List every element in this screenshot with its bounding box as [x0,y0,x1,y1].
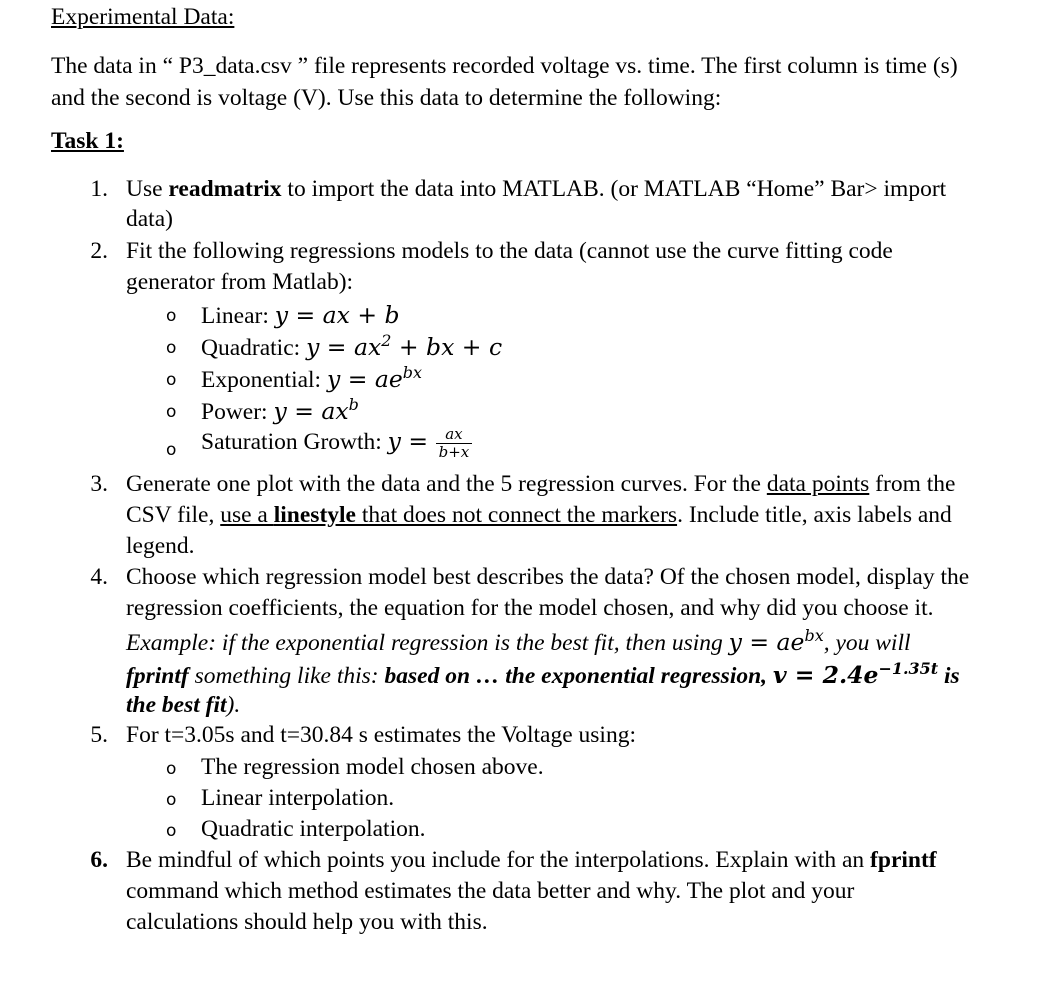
item-3-line-2: CSV file, use a linestyle that does not connect the markers. Include title, axis labels and [126,502,952,528]
bullet-icon: o [166,440,177,460]
bullet-icon: o [166,306,177,326]
item-4-line-1: Choose which regression model best describes the data? Of the chosen model, display the [126,564,970,590]
item-1-line-1: Use readmatrix to import the data into MATLAB. (or MATLAB “Home” Bar> import [126,176,947,202]
bullet-icon: o [166,759,177,779]
fraction: $\frac{ax}{b+x}$ [436,426,473,461]
item-5-line-1: For t=3.05s and t=30.84 s estimates the Voltage using: [126,722,636,748]
bullet-icon: o [166,402,177,422]
task-title: Task 1: [51,128,124,154]
item-6-line-3: calculations should help you with this. [126,909,488,935]
item-3-line-3: legend. [126,533,195,559]
item-4-line-5: the best fit). [126,692,241,718]
item-1-line-2: data) [126,206,173,232]
item-number: 2. [90,238,108,264]
item-6-line-2: command which method estimates the data better and why. The plot and your [126,878,855,904]
bullet-icon: o [166,790,177,810]
item-2-line-2: generator from Matlab): [126,269,354,295]
item-3-line-1: Generate one plot with the data and the 5 regression curves. For the data points from the [126,471,956,497]
intro-paragraph [51,51,958,114]
item-4-line-4: fprintf something like this: based on … the exponential regression, $v = 2.4e^{-1.35t}$ is [126,659,960,689]
bullet-icon: o [166,338,177,358]
item-5-option-2: Linear interpolation. [201,785,395,811]
item-number: 3. [90,471,108,497]
bullet-icon: o [166,821,177,841]
item-4-line-3: Example: if the exponential regression is the best fit, then using $y = ae^{bx}$, you will [126,626,911,656]
item-6-line-1: Be mindful of which points you include for the interpolations. Explain with an fprintf [126,847,937,873]
item-number: 5. [90,722,108,748]
item-4-line-2: regression coefficients, the equation for the model chosen, and why did you choose it. [126,595,934,621]
model-linear: Linear: y = ax + b [201,301,400,329]
item-number: 1. [90,176,108,202]
item-2-line-1: Fit the following regressions models to the data (cannot use the curve fitting code [126,238,893,264]
intro-line-1: The data in “ P3_data.csv ” file represents recorded voltage vs. time. The first column is time (s) [51,53,958,79]
model-saturation-growth: Saturation Growth: y = $\frac{ax}{b+x}$ [201,426,472,461]
item-number: 4. [90,564,108,590]
model-quadratic: Quadratic: $y = ax^2$ + bx + c [201,331,503,361]
model-power: Power: $y = ax^b$ [201,395,359,425]
item-number: 6. [90,847,108,873]
model-exponential: Exponential: $y = ae^{bx}$ [201,363,423,393]
item-5-option-3: Quadratic interpolation. [201,816,426,842]
intro-line-2: and the second is voltage (V). Use this data to determine the following: [51,84,722,111]
section-heading: Experimental Data: [51,4,235,30]
bullet-icon: o [166,370,177,390]
item-5-option-1: The regression model chosen above. [201,754,544,780]
